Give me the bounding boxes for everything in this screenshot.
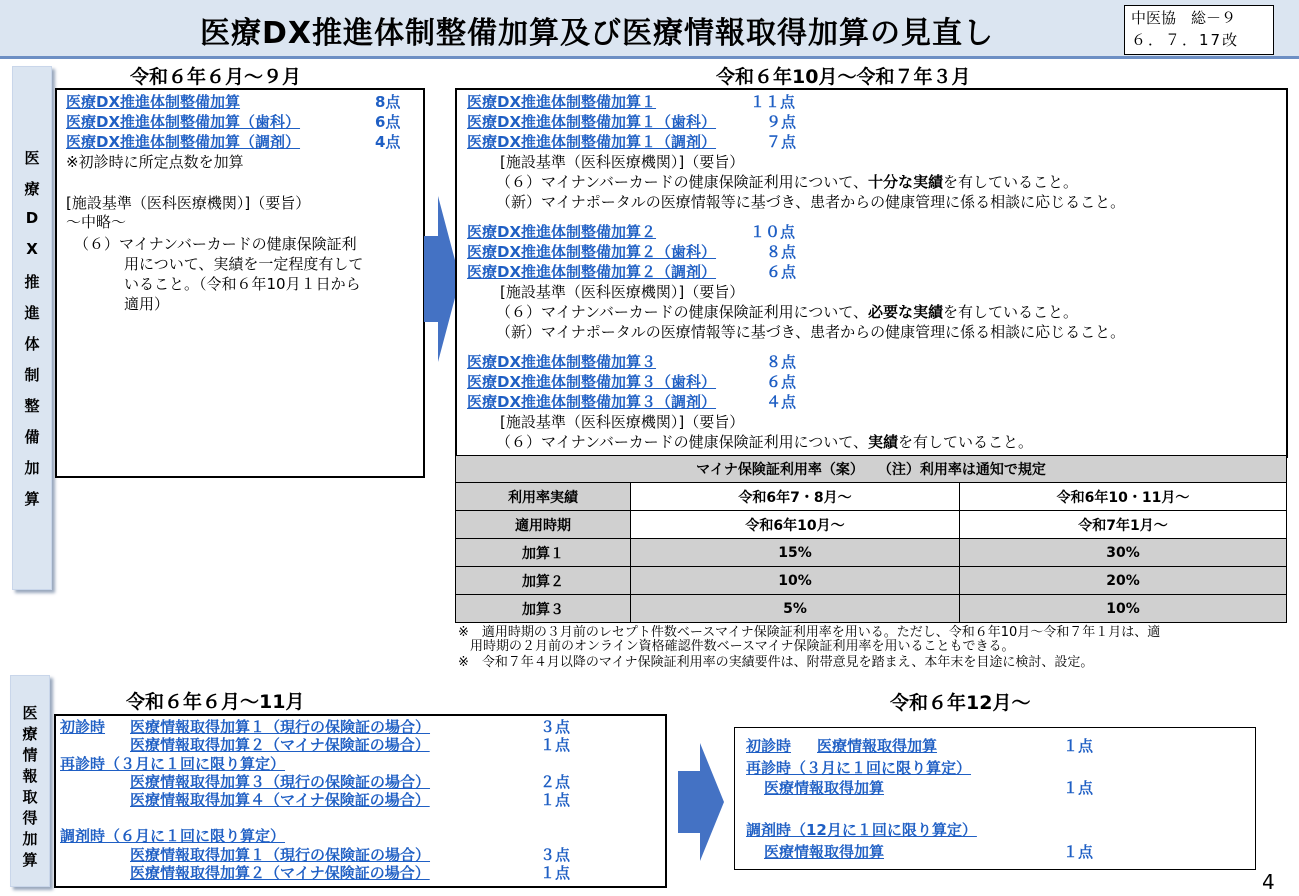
info-left-revisit-item-2: 医療情報取得加算４（マイナ保険証の場合）: [130, 791, 430, 809]
dx-r-g3-item-2: 医療DX推進体制整備加算３（歯科）: [467, 373, 717, 391]
side-char: D: [25, 209, 39, 227]
side-char: 療: [22, 725, 38, 743]
table-row: [456, 511, 1287, 539]
dx-r-g3-item-1: 医療DX推進体制整備加算３: [467, 353, 657, 371]
table-cell: 10%: [631, 567, 960, 595]
criteria-text: を有していること。: [943, 173, 1079, 191]
info-left-first-visit: 初診時: [60, 718, 106, 736]
dx-r-g2-item-1-points: １０点: [750, 223, 796, 241]
criteria-text: を有していること。: [898, 433, 1034, 451]
dx-r-g1-criteria-2: （新）マイナポータルの医療情報等に基づき、患者からの健康管理に係る相談に応じること。: [496, 193, 1126, 211]
info-left-dispensing-item-1-points: ３点: [540, 846, 571, 864]
side-char: 算: [22, 851, 38, 869]
info-left-first-item-2: 医療情報取得加算２（マイナ保険証の場合）: [130, 736, 430, 754]
criteria-emphasis: 実績: [868, 433, 899, 451]
dx-right-header: 令和６年10月～令和７年３月: [716, 66, 971, 88]
side-char: 推: [24, 273, 40, 291]
criteria-text: （６）マイナンバーカードの健康保険証利用について、: [496, 173, 869, 191]
dx-left-criteria-line: 適用）: [124, 295, 170, 313]
info-left-revisit-item-2-points: １点: [540, 791, 571, 809]
table-cell: 令和7年1月～: [960, 511, 1287, 539]
page-number: 4: [1262, 870, 1275, 894]
table-cell: 加算２: [456, 567, 631, 595]
dx-r-g1-item-1: 医療DX推進体制整備加算１: [467, 93, 657, 111]
dx-r-g2-criteria-2: （新）マイナポータルの医療情報等に基づき、患者からの健康管理に係る相談に応じること。: [496, 323, 1126, 341]
info-left-dispensing-item-1: 医療情報取得加算１（現行の保険証の場合）: [130, 846, 431, 864]
dx-r-g1-item-1-points: １１点: [750, 93, 796, 111]
side-char: 情: [22, 746, 38, 764]
dx-r-g1-item-3: 医療DX推進体制整備加算１（調剤）: [467, 133, 717, 151]
side-char: 体: [24, 335, 40, 353]
info-right-dispensing-item: 医療情報取得加算: [764, 843, 885, 861]
dx-left-omitted: ～中略～: [66, 213, 127, 231]
dx-left-criteria-line: （６）マイナンバーカードの健康保険証利: [74, 235, 357, 253]
dx-left-item-1: 医療DX推進体制整備加算: [66, 93, 241, 111]
dx-r-g2-criteria-1: [496, 302, 1078, 322]
doc-ref-line1: 中医協 総－９: [1131, 9, 1237, 27]
table-title-row: [456, 456, 1287, 483]
table-row: [456, 595, 1287, 623]
info-left-first-item-1-points: ３点: [540, 718, 571, 736]
dx-left-criteria-line: いること。（令和６年10月１日から: [124, 275, 361, 293]
info-right-first-visit: 初診時: [746, 737, 792, 755]
dx-r-g2-item-3: 医療DX推進体制整備加算２（調剤）: [467, 263, 717, 281]
side-char: 備: [24, 428, 40, 446]
table-cell: 20%: [960, 567, 1287, 595]
info-left-dispensing-item-2: 医療情報取得加算２（マイナ保険証の場合）: [130, 864, 430, 882]
right-arrow-icon: [678, 743, 724, 861]
info-left-revisit: 再診時（３月に１回に限り算定）: [60, 755, 286, 773]
dx-left-item-2-points: 6点: [375, 113, 401, 131]
side-char: 療: [24, 180, 40, 198]
table-cell: 利用率実績: [456, 483, 631, 511]
dx-left-header: 令和６年６月～９月: [130, 66, 302, 88]
side-char: 取: [22, 788, 38, 806]
document-reference: [1124, 5, 1274, 55]
info-right-dispensing-item-points: １点: [1063, 843, 1094, 861]
side-char: 医: [22, 704, 38, 722]
footnote: ※ 適用時期の３月前のレセプト件数ベースマイナ保険証利用率を用いる。ただし、令和６年10月～令和７年１月は、適: [458, 625, 1161, 640]
info-left-revisit-item-1-points: ２点: [540, 773, 571, 791]
dx-r-g3-criteria-title: [施設基準（医科医療機関）]（要旨）: [500, 413, 745, 431]
footnote: ※ 令和７年４月以降のマイナ保険証利用率の実績要件は、附帯意見を踏まえ、本年末を目途に検討、設定。: [458, 655, 1094, 670]
criteria-text: （６）マイナンバーカードの健康保険証利用について、: [496, 303, 869, 321]
table-row: [456, 567, 1287, 595]
utilization-rate-table: [455, 455, 1287, 623]
info-left-dispensing: 調剤時（６月に１回に限り算定）: [60, 827, 286, 845]
dx-left-criteria-title: [施設基準（医科医療機関）]（要旨）: [66, 194, 311, 212]
info-right-revisit-item-points: １点: [1063, 779, 1094, 797]
dx-r-g1-item-3-points: ７点: [766, 133, 797, 151]
table-cell: 10%: [960, 595, 1287, 623]
side-char: 加: [22, 830, 38, 848]
side-char: 整: [24, 397, 40, 415]
side-char: X: [26, 240, 38, 258]
dx-left-item-1-points: 8点: [375, 93, 401, 111]
side-label-dx: [12, 66, 52, 590]
dx-r-g1-criteria-title: [施設基準（医科医療機関）]（要旨）: [500, 153, 745, 171]
side-char: 算: [24, 490, 40, 508]
table-cell: 加算１: [456, 539, 631, 567]
info-right-revisit: 再診時（３月に１回に限り算定）: [746, 759, 972, 777]
info-right-dispensing: 調剤時（12月に１回に限り算定）: [746, 821, 977, 839]
dx-r-g2-item-2-points: ８点: [766, 243, 797, 261]
criteria-emphasis: 十分な実績: [868, 173, 944, 191]
page-title: 医療DX推進体制整備加算及び医療情報取得加算の見直し: [200, 16, 995, 51]
info-right-first-item-points: １点: [1063, 737, 1094, 755]
side-label-info: [10, 675, 50, 887]
side-char: 加: [24, 459, 40, 477]
table-cell: 5%: [631, 595, 960, 623]
dx-r-g1-criteria-1: [496, 172, 1078, 192]
info-left-revisit-item-1: 医療情報取得加算３（現行の保険証の場合）: [130, 773, 431, 791]
dx-r-g2-item-1: 医療DX推進体制整備加算２: [467, 223, 657, 241]
table-cell: 適用時期: [456, 511, 631, 539]
criteria-text: （６）マイナンバーカードの健康保険証利用について、: [496, 433, 869, 451]
table-cell: 加算３: [456, 595, 631, 623]
dx-r-g1-item-2-points: ９点: [766, 113, 797, 131]
info-left-dispensing-item-2-points: １点: [540, 864, 571, 882]
dx-r-g2-item-2: 医療DX推進体制整備加算２（歯科）: [467, 243, 717, 261]
side-char: 得: [22, 809, 38, 827]
dx-r-g2-criteria-title: [施設基準（医科医療機関）]（要旨）: [500, 283, 745, 301]
info-left-header: 令和６年６月～11月: [126, 691, 305, 713]
dx-r-g3-item-1-points: ８点: [766, 353, 797, 371]
doc-ref-line2: ６．７．17改: [1131, 31, 1240, 49]
criteria-emphasis: 必要な実績: [868, 303, 944, 321]
side-char: 制: [24, 366, 40, 384]
dx-left-item-3: 医療DX推進体制整備加算（調剤）: [66, 133, 301, 151]
info-left-first-item-2-points: １点: [540, 736, 571, 754]
table-cell: 令和6年7・8月～: [631, 483, 960, 511]
dx-r-g3-item-3-points: ４点: [766, 393, 797, 411]
side-char: 進: [24, 304, 40, 322]
table-cell: 令和6年10月～: [631, 511, 960, 539]
table-title: マイナ保険証利用率（案） （注）利用率は通知で規定: [456, 456, 1287, 483]
info-left-first-item-1: 医療情報取得加算１（現行の保険証の場合）: [130, 718, 431, 736]
side-char: 報: [22, 767, 38, 785]
table-cell: 15%: [631, 539, 960, 567]
table-row: [456, 539, 1287, 567]
dx-left-item-3-points: 4点: [375, 133, 401, 151]
dx-left-item-2: 医療DX推進体制整備加算（歯科）: [66, 113, 301, 131]
dx-r-g2-item-3-points: ６点: [766, 263, 797, 281]
footnote: 用時期の２月前のオンライン資格確認件数ベースマイナ保険証利用率を用いることもできる。: [470, 639, 1015, 654]
dx-r-g3-item-2-points: ６点: [766, 373, 797, 391]
table-cell: 令和6年10・11月～: [960, 483, 1287, 511]
info-right-revisit-item: 医療情報取得加算: [764, 779, 885, 797]
dx-left-criteria-line: 用について、実績を一定程度有して: [124, 255, 364, 273]
info-right-header: 令和６年12月～: [890, 692, 1031, 714]
dx-left-note: ※初診時に所定点数を加算: [66, 153, 244, 171]
info-right-first-item: 医療情報取得加算: [817, 737, 938, 755]
dx-r-g1-item-2: 医療DX推進体制整備加算１（歯科）: [467, 113, 717, 131]
side-char: 医: [24, 149, 40, 167]
table-cell: 30%: [960, 539, 1287, 567]
dx-r-g3-item-3: 医療DX推進体制整備加算３（調剤）: [467, 393, 717, 411]
dx-r-g3-criteria-1: [496, 432, 1033, 452]
criteria-text: を有していること。: [943, 303, 1079, 321]
table-row: [456, 483, 1287, 511]
